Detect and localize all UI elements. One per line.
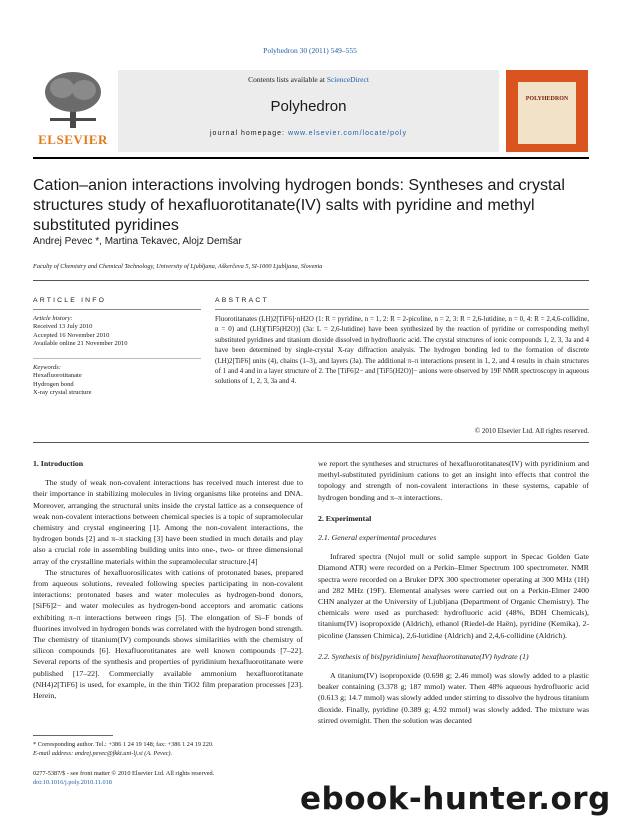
synthesis-text: A titanium(IV) isopropoxide (0.698 g; 2.46 mmol) was slowly added to a plastic beaker containing (3.378 g; 187 mmol) water. Then 48% aqueous hydrofluoric acid (0.613 g; 14.7 mmol) was slowly added under stirring to dissolve the hydrous titanium dioxide. Finally, pyridine (0.389 g; 4.92 mmol) was slowly added. The mixture was stirred overnight. Then the solution was decanted [318,671,589,725]
subsection-2-1-heading: 2.1. General experimental procedures [318,533,437,543]
abstract-rule [215,309,589,310]
header-divider [33,157,589,159]
author-affiliation: Faculty of Chemistry and Chemical Technology, University of Ljubljana, Aškerčeva 5, SI-1000 Ljubljana, Slovenia [33,263,323,270]
sciencedirect-link[interactable]: ScienceDirect [326,75,369,84]
cover-title: POLYHEDRON [525,96,569,102]
abstract-copyright: © 2010 Elsevier Ltd. All rights reserved. [474,427,589,435]
intro-paragraph-1: The study of weak non-covalent interactions has received much interest due to their importance in stabilizing molecules in living organisms like proteins and DNA. Moreover, arranging the structural units inside the crystal lattice as a consequence of weak non-covalent interactions between chemical species is a topic of supramolecular chemistry and crystal engineering [1]. Among the non-covalent interactions, the hydrogen bonds [2] and π–π stacking [3] have been studied in much details and play also a crucial role in assembling building units into one-, two- or three dimensional array of the crystalline materials within the supramolecular structure.[4] [33,478,303,566]
accepted-date: Accepted 16 November 2010 [33,331,110,339]
homepage-prefix: journal homepage: [210,130,288,137]
elsevier-wordmark: ELSEVIER [38,132,108,147]
introduction-heading: 1. Introduction [33,459,84,468]
keyword-item: Hydrogen bond [33,380,74,388]
article-authors: Andrej Pevec *, Martina Tekavec, Alojz Demšar [33,236,242,247]
watermark-text: ebook-hunter.org [300,781,611,817]
keyword-item: X-ray crystal structure [33,388,92,396]
contents-prefix: Contents lists available at [248,75,327,84]
keywords-label: Keywords: [33,364,61,371]
author-email[interactable]: E-mail address: andrej.pevec@fkkt.uni-lj.si (A. Pevec). [33,750,173,757]
issn-line: 0277-5387/$ - see front matter © 2010 Elsevier Ltd. All rights reserved. [33,770,215,777]
intro-continuation: we report the syntheses and structures of hexafluorotitanates(IV) with pyridinium and methyl-substituted pyridinium cations to get an insight into effects that control the topology and strength of non-covalent interactions in these systems, capable of hydrogen bonding and π–π interactions. [318,459,589,502]
general-procedures-text: Infrared spectra (Nujol mull or solid sample support in Specac Golden Gate Diamond ATR) were recorded on a Perkin–Elmer Spectrum 100 spectrometer. NMR spectra were recorded on a Bruker DPX 300 spectrometer operating at 300 MHz (1H) and 282 MHz (19F). Elemental analyses were carried out on a Perkin-Elmer 2400 CHN analyzer at the University of Ljubljana (Department of Organic Chemistry). The chemicals were used as purchased: hydrofluoric acid (48%, BDH Chemicals), titanium(IV) isopropoxide (Aldrich), ethanol (Riedel-de Haën), pyridine (Kemika), 2-picoline (Janssen Chimica), 2,6-lutidine (Aldrich) and 2,4,6-collidine (Aldrich). [318,552,589,640]
left-column [33,458,303,701]
article-title: Cation–anion interactions involving hydrogen bonds: Syntheses and crystal structures study of hexafluorotitanate(IV) salts with pyridine and methyl substituted pyridines [33,177,565,234]
keyword-item: Hexafluorotitanate [33,372,82,380]
journal-homepage [118,130,499,137]
journal-citation[interactable]: Polyhedron 30 (2011) 549–555 [263,46,357,55]
issn-block [33,769,313,787]
doi-link[interactable]: doi:10.1016/j.poly.2010.11.018 [33,779,112,786]
footnote-rule [33,735,113,736]
received-date: Received 13 July 2010 [33,323,93,331]
abstract-heading: ABSTRACT [215,297,269,304]
corresponding-author: * Corresponding author. Tel.: +386 1 24 19 148; fax: +386 1 24 19 220. [33,741,214,748]
right-column [318,458,589,726]
body-divider [33,442,589,443]
article-info-heading: ARTICLE INFO [33,297,107,304]
article-history [33,315,201,348]
history-label: Article history: [33,315,73,322]
info-rule-2 [33,358,201,359]
cover-panel [518,82,576,144]
experimental-heading: 2. Experimental [318,513,372,523]
elsevier-tree-logo [42,70,104,130]
homepage-link[interactable]: www.elsevier.com/locate/poly [287,130,407,137]
contents-line [118,75,499,84]
footnote [33,740,303,758]
online-date: Available online 21 November 2010 [33,339,128,347]
subsection-2-2-heading: 2.2. Synthesis of bis[pyridinium] hexafluorotitanate(IV) hydrate (1) [318,651,529,661]
section-divider [33,280,589,281]
intro-paragraph-2: The structures of hexafluorosilicates with cations of protonated bases, prepared from aqueous solutions, revealed following species participating in non-covalent interactions: protonated bases and water molecules as hydrogen-bond donors, [SiF6]2− and water molecules as hydrogen-bond acceptors and aromatic cations exhibiting π–π interactions between rings [5]. The elongation of Si–F bonds of fluorines involved in hydrogen bonds was correlated with the hydrogen bond strength. The chemistry of titanium(IV) compounds shows similarities with the chemistry of silicon compounds [6]. Hexafluorotitanates are well known compounds [7–22]. Several reports of the synthesis and properties of pyridinium hexafluorotitanate were published [17–22]. Commercially available ammonium hexafluorotitanate (NH4)2[TiF6] is used, for example, in the thin TiO2 film preparation processes [23]. Herein, [33,567,303,701]
keywords-block [33,364,201,397]
journal-name: Polyhedron [270,98,347,115]
article-info-rule [33,309,201,310]
abstract-text: Fluorotitanates (LH)2[TiF6]·nH2O (1: R = pyridine, n = 1, 2: R = 2-picoline, n = 2, 3: R = 2,6-lutidine, n = 0, 4: R = 2,4,6-collidine, n = 0) and (LH)[TiF5(H2O)] (3a: L = 2,6-lutidine) have been synthesized by the reaction of pyridine or corresponding methyl substituted pyridines and titanium dioxide dissolved in hydrofluoric acid. The crystal structures of ionic compounds 1, 2, 3, 3a and 4 have been determined by single-crystal X-ray diffraction analysis. The hydrogen bonding led to the formation of discrete (LH)2[TiF6] units (4), chains (1–3), and layers (3a). The additional π–π interactions present in 1, 2, and 4 results in chain structures of 1 and 4 and in a layer structure of 2. The [TiF6]2− and [TiF5(H2O)]− anions were observed by 19F NMR spectroscopy in aqueous solutions of 1, 2, 3, 3a and 4. [215,315,589,386]
